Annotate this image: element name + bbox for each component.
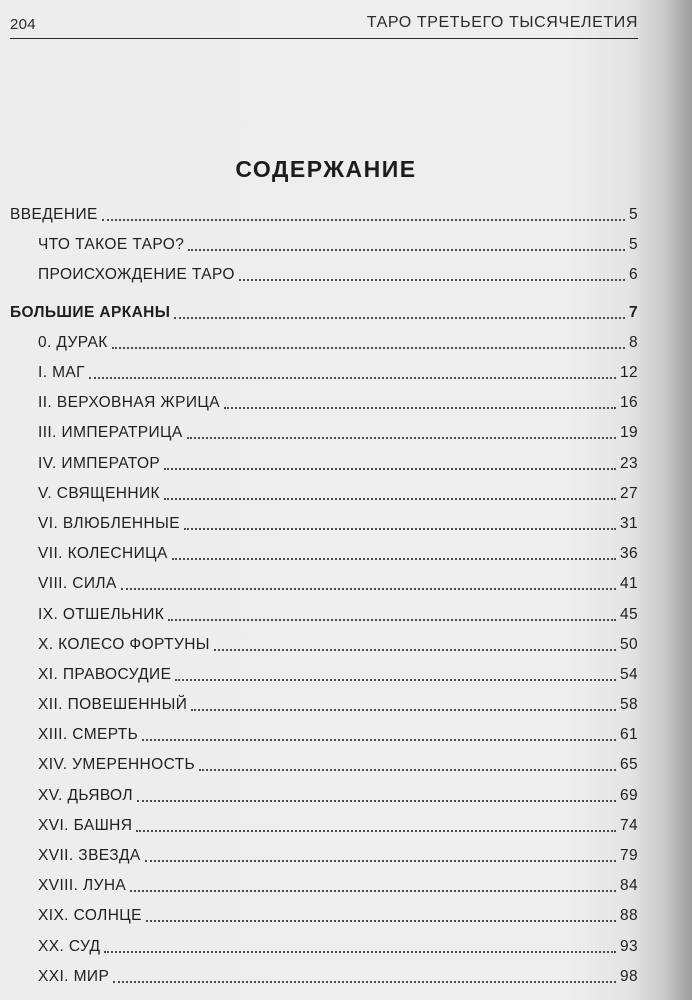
- toc-entry-page: 45: [619, 605, 638, 623]
- toc-entry-label: VI. ВЛЮБЛЕННЫЕ: [38, 514, 180, 532]
- toc-entry-page: 98: [619, 967, 638, 985]
- toc-entry-death[interactable]: [10, 720, 638, 750]
- toc-entry-label: XVII. ЗВЕЗДА: [38, 847, 141, 865]
- dot-leader: [112, 346, 625, 349]
- dot-leader: [137, 799, 616, 802]
- toc-entry-label: XI. ПРАВОСУДИЕ: [38, 665, 172, 683]
- toc-entry-label: ЧТО ТАКОЕ ТАРО?: [38, 236, 185, 254]
- dot-leader: [184, 527, 616, 530]
- dot-leader: [172, 557, 616, 560]
- dot-leader: [164, 467, 616, 470]
- toc-entry-page: 16: [619, 394, 638, 412]
- toc-entry-label: VIII. СИЛА: [38, 575, 117, 593]
- toc-entry-hermit[interactable]: [10, 599, 638, 629]
- toc-entry-label: 0. ДУРАК: [38, 333, 108, 351]
- toc-entry-wheel-of-fortune[interactable]: [10, 630, 638, 660]
- toc-entry-page: 84: [619, 877, 638, 895]
- toc-entry-judgement[interactable]: [10, 932, 638, 962]
- toc-entry-emperor[interactable]: [10, 449, 638, 479]
- page-number: 204: [10, 16, 36, 33]
- dot-leader: [142, 738, 616, 741]
- toc-entry-page: 8: [628, 333, 638, 351]
- toc-entry-label: VII. КОЛЕСНИЦА: [38, 545, 168, 563]
- toc-entry-moon[interactable]: [10, 871, 638, 901]
- dot-leader: [136, 829, 616, 832]
- toc-entry-introduction[interactable]: [10, 200, 638, 230]
- toc-entry-page: 74: [619, 816, 638, 834]
- toc-entry-label: XII. ПОВЕШЕННЫЙ: [38, 696, 188, 714]
- dot-leader: [89, 376, 616, 379]
- toc-entry-page: 79: [619, 847, 638, 865]
- toc-entry-label: III. ИМПЕРАТРИЦА: [38, 424, 183, 442]
- toc-entry-lovers[interactable]: [10, 509, 638, 539]
- dot-leader: [175, 678, 616, 681]
- toc-entry-label: XXI. МИР: [38, 967, 110, 985]
- dot-leader: [102, 218, 625, 221]
- dot-leader: [224, 406, 616, 409]
- toc-entry-high-priestess[interactable]: [10, 388, 638, 418]
- toc-entry-page: 5: [628, 236, 638, 254]
- toc-entry-page: 23: [619, 454, 638, 472]
- dot-leader: [187, 436, 616, 439]
- toc-entry-chariot[interactable]: [10, 539, 638, 569]
- toc-entry-fool[interactable]: [10, 328, 638, 358]
- toc-entry-label: X. КОЛЕСО ФОРТУНЫ: [38, 635, 210, 653]
- toc-entry-label: IX. ОТШЕЛЬНИК: [38, 605, 165, 623]
- toc-entry-page: 12: [619, 364, 638, 382]
- dot-leader: [199, 768, 616, 771]
- toc-entry-label: XIX. СОЛНЦЕ: [38, 907, 142, 925]
- toc-entry-star[interactable]: [10, 841, 638, 871]
- toc-entry-label: II. ВЕРХОВНАЯ ЖРИЦА: [38, 394, 220, 412]
- dot-leader: [164, 497, 616, 500]
- toc-entry-page: 31: [619, 514, 638, 532]
- toc-entry-world[interactable]: [10, 962, 638, 992]
- dot-leader: [113, 980, 616, 983]
- toc-entry-page: 88: [619, 907, 638, 925]
- toc-entry-page: 50: [619, 635, 638, 653]
- toc-entry-label: БОЛЬШИЕ АРКАНЫ: [10, 303, 171, 321]
- toc-entry-label: XV. ДЬЯВОЛ: [38, 786, 133, 804]
- toc-entry-hanged-man[interactable]: [10, 690, 638, 720]
- dot-leader: [188, 248, 625, 251]
- toc-entry-origin-of-tarot[interactable]: [10, 260, 638, 290]
- toc-entry-hierophant[interactable]: [10, 479, 638, 509]
- toc-entry-label: ВВЕДЕНИЕ: [10, 206, 98, 224]
- dot-leader: [168, 618, 616, 621]
- dot-leader: [239, 278, 625, 281]
- dot-leader: [145, 859, 616, 862]
- toc-entry-what-is-tarot[interactable]: [10, 230, 638, 260]
- toc-entry-sun[interactable]: [10, 901, 638, 931]
- toc-entry-devil[interactable]: [10, 781, 638, 811]
- toc-entry-page: 69: [619, 786, 638, 804]
- toc-entry-page: 6: [628, 266, 638, 284]
- toc-entry-page: 65: [619, 756, 638, 774]
- toc-entry-label: ПРОИСХОЖДЕНИЕ ТАРО: [38, 266, 235, 284]
- toc-entry-label: XX. СУД: [38, 937, 101, 955]
- toc-entry-tower[interactable]: [10, 811, 638, 841]
- dot-leader: [146, 919, 616, 922]
- dot-leader: [191, 708, 616, 711]
- toc-entry-page: 58: [619, 696, 638, 714]
- toc-entry-label: XVI. БАШНЯ: [38, 816, 133, 834]
- toc-entry-strength[interactable]: [10, 569, 638, 599]
- dot-leader: [130, 889, 616, 892]
- toc-entry-label: XIII. СМЕРТЬ: [38, 726, 139, 744]
- toc-entry-temperance[interactable]: [10, 750, 638, 780]
- toc-entry-label: XVIII. ЛУНА: [38, 877, 127, 895]
- toc-entry-page: 54: [619, 665, 638, 683]
- toc-entry-page: 36: [619, 545, 638, 563]
- toc-entry-label: IV. ИМПЕРАТОР: [38, 454, 161, 472]
- toc-heading: СОДЕРЖАНИЕ: [235, 156, 417, 182]
- toc-entry-justice[interactable]: [10, 660, 638, 690]
- toc-entry-magician[interactable]: [10, 358, 638, 388]
- dot-leader: [121, 587, 616, 590]
- toc-entry-label: XIV. УМЕРЕННОСТЬ: [38, 756, 196, 774]
- dot-leader: [104, 950, 616, 953]
- dot-leader: [214, 648, 616, 651]
- toc-entry-empress[interactable]: [10, 418, 638, 448]
- running-title: ТАРО ТРЕТЬЕГО ТЫСЯЧЕЛЕТИЯ: [366, 14, 638, 31]
- toc-entry-page: 27: [619, 484, 638, 502]
- toc-entry-page: 93: [619, 937, 638, 955]
- toc-entry-page: 19: [619, 424, 638, 442]
- toc-entry-page: 5: [628, 206, 638, 224]
- dot-leader: [174, 316, 625, 319]
- toc-entry-label: I. МАГ: [38, 364, 85, 382]
- toc-entry-page: 7: [628, 303, 638, 321]
- toc-entry-page: 41: [619, 575, 638, 593]
- toc-entry-label: V. СВЯЩЕННИК: [38, 484, 160, 502]
- page-header: [10, 10, 638, 39]
- table-of-contents: [10, 200, 638, 992]
- toc-entry-major-arcana[interactable]: [10, 298, 638, 328]
- toc-entry-page: 61: [619, 726, 638, 744]
